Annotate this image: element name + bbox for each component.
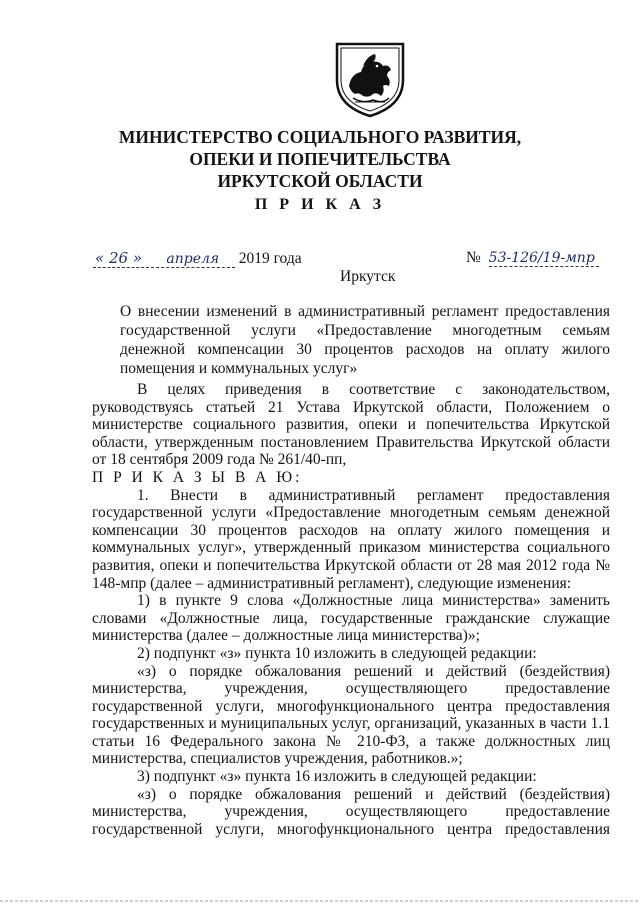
order-date	[93, 249, 302, 268]
order-number	[466, 249, 599, 267]
preamble-paragraph: В целях приведения в соответствие с законодательством, руководствуясь статьей 21 Устава Иркутской области, Положением о министерстве социального развития, опеки и попечительства Иркутской области, утвержденным постановлением Правительства Иркутской области от 18 сентября 2009 года № 261/40-пп,	[92, 381, 610, 469]
order-subject: О внесении изменений в административный регламент предоставления государственной услуги «Предоставление многодетным семьям денежной компенсации 30 процентов расходов на оплату жилого помещения и коммунальных услуг»	[120, 303, 610, 377]
date-month: апреля	[151, 251, 235, 268]
date-open-quote: «	[95, 249, 105, 267]
ministry-name-line-1: МИНИСТЕРСТВО СОЦИАЛЬНОГО РАЗВИТИЯ,	[118, 127, 522, 147]
date-close-quote: »	[132, 249, 143, 267]
paragraph-1-3-text: «з) о порядке обжалования решений и действий (бездействия) министерства, учреждения, осуществляющего предоставление государственной услуги, многофункционального центра предоставления	[92, 785, 610, 838]
number-value: 53-126/19-мпр	[489, 250, 599, 267]
date-year: 2019 года	[238, 250, 302, 267]
page-bottom-edge	[0, 898, 640, 905]
paragraph-1-2: 2) подпункт «з» пункта 10 изложить в следующей редакции:	[137, 644, 537, 662]
paragraph-1-1: 1) в пункте 9 слова «Должностные лица министерства» заменить словами «Должностные лица, государственные гражданские служащие министерства (далее – должностные лица министерства)»;	[92, 592, 610, 645]
paragraph-1: 1. Внести в административный регламент предоставления государственной услуги «Предоставление многодетным семьям денежной компенсации 30 процентов расходов на оплату жилого помещения и коммунальных услуг», утвержденный приказом министерства социального развития, опеки и попечительства Иркутской области от 28 мая 2012 года № 148-мпр (далее – административный регламент), следующие изменения:	[92, 486, 610, 592]
order-word: П Р И К А З Ы В А Ю:	[92, 468, 303, 486]
paragraph-1-2-text: «з) о порядке обжалования решений и действий (бездействия) министерства, учреждения, осуществляющего предоставление государственной услуги, многофункционального центра предоставления государственных и муниципальных услуг, организаций, указанных в части 1.1 статьи 16 Федерального закона № 210-ФЗ, а также должностных лиц министерства, специалистов учреждения, работников.»;	[92, 662, 610, 768]
irkutsk-coat-of-arms-icon	[333, 40, 407, 118]
order-body	[92, 381, 610, 838]
ministry-name-line-3: ИРКУТСКОЙ ОБЛАСТИ	[217, 171, 423, 191]
paragraph-1-3: 3) подпункт «з» пункта 16 изложить в следующей редакции:	[137, 768, 537, 786]
ministry-name-line-2: ОПЕКИ И ПОПЕЧИТЕЛЬСТВА	[189, 149, 451, 169]
city-name: Иркутск	[340, 268, 396, 285]
number-prefix: №	[466, 249, 481, 266]
date-day: 26	[108, 249, 129, 267]
document-type-title: П Р И К А З	[254, 196, 386, 213]
